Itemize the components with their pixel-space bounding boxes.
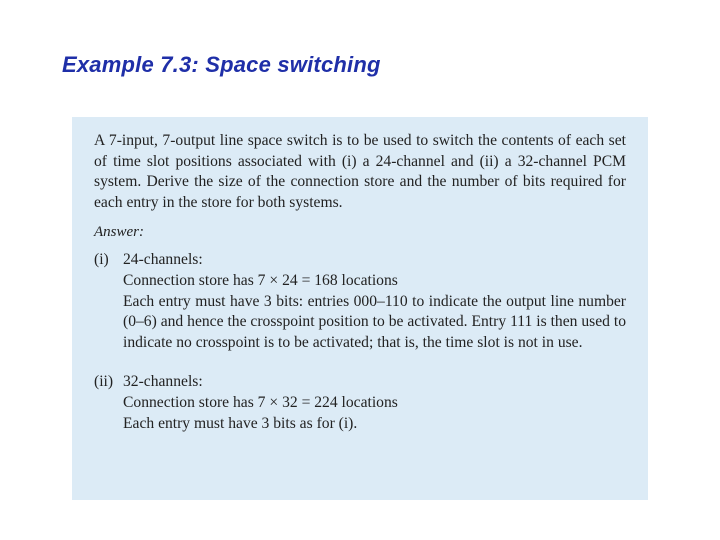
part-heading: 32-channels: xyxy=(123,373,203,391)
answer-part-i xyxy=(94,250,626,353)
part-body xyxy=(123,372,626,434)
connection-store-size: Connection store has 7 × 32 = 224 locations xyxy=(123,393,398,411)
answer-part-ii xyxy=(94,372,626,434)
part-body xyxy=(123,250,626,353)
connection-store-size: Connection store has 7 × 24 = 168 locations xyxy=(123,271,398,289)
answer-label: Answer: xyxy=(94,224,144,241)
example-panel xyxy=(72,117,648,500)
entry-bits-explanation: Each entry must have 3 bits: entries 000–110 to indicate the output line number (0–6) and hence the crosspoint position to be activated. Entry 111 is then used to indicate no crosspoint is to be activated; that is, the time slot is not in use. xyxy=(123,292,626,351)
entry-bits-explanation: Each entry must have 3 bits as for (i). xyxy=(123,414,358,432)
question-text: A 7-input, 7-output line space switch is to be used to switch the contents of each set of time slot positions associated with (i) a 24-channel and (ii) a 32-channel PCM system. Derive the size of the connection store and the number of bits required for each entry in the store for both systems. xyxy=(94,132,626,211)
part-heading: 24-channels: xyxy=(123,251,203,269)
part-number: (i) xyxy=(94,251,109,269)
slide-title: Example 7.3: Space switching xyxy=(62,52,381,77)
part-number: (ii) xyxy=(94,373,114,391)
